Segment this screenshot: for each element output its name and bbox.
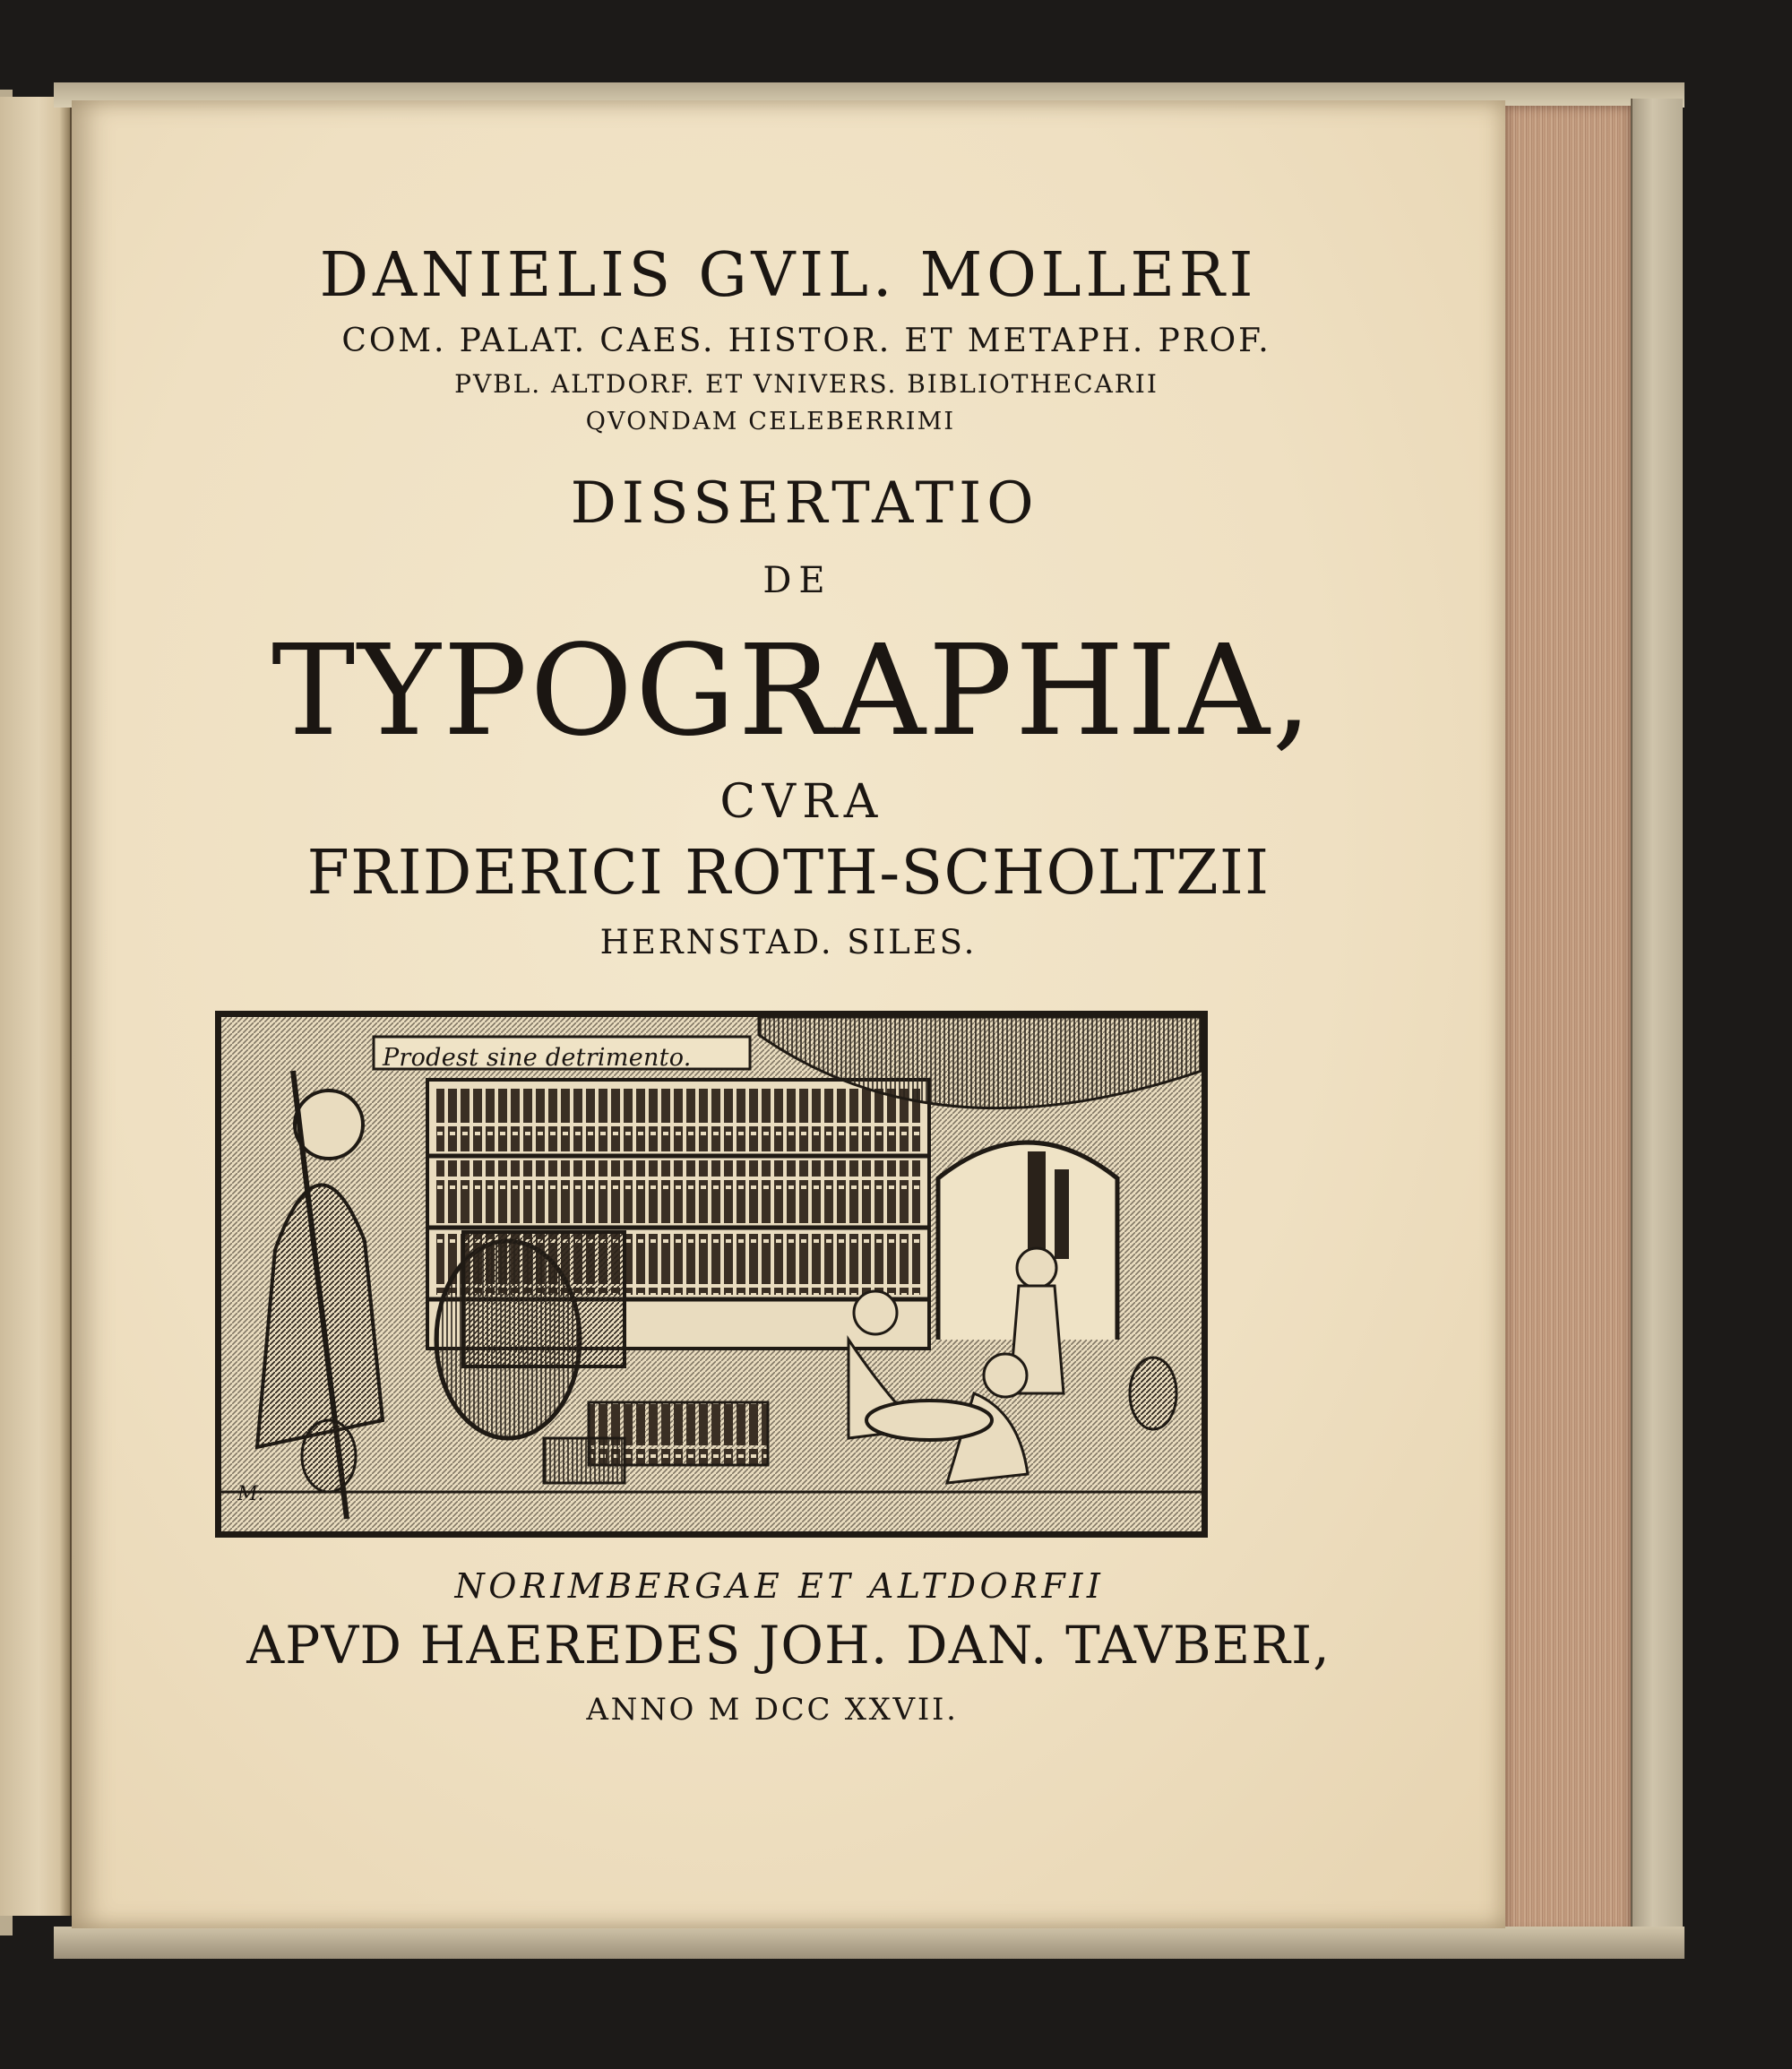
woodcut-motto: Prodest sine detrimento.	[383, 1044, 692, 1072]
title-preposition: DE	[762, 560, 832, 601]
work-type: DISSERTATIO	[570, 470, 1039, 537]
work-subject: TYPOGRAPHIA,	[271, 618, 1314, 764]
woodcut-engraving	[221, 1017, 1202, 1531]
facing-page-edge	[0, 97, 72, 1916]
editor-origin: HERNSTAD. SILES.	[599, 923, 978, 961]
author-title-line-3: QVONDAM CELEBERRIMI	[585, 408, 956, 435]
author-name: DANIELIS GVIL. MOLLERI	[319, 240, 1258, 311]
editor-name: FRIDERICI ROTH-SCHOLTZII	[306, 838, 1271, 909]
imprint-year: ANNO M DCC XXVII.	[586, 1692, 959, 1728]
imprint-place: NORIMBERGAE ET ALTDORFII	[454, 1566, 1105, 1606]
woodcut-illustration	[215, 1011, 1208, 1538]
woodcut-monogram: M.	[237, 1483, 264, 1505]
page-fore-edge	[1505, 106, 1631, 1934]
imprint-printer: APVD HAEREDES JOH. DAN. TAVBERI,	[246, 1615, 1331, 1676]
author-title-line-2: PVBL. ALTDORF. ET VNIVERS. BIBLIOTHECARII	[454, 369, 1159, 399]
rear-cover-board	[1631, 99, 1683, 1953]
cura-label: CVRA	[719, 775, 884, 829]
author-title-line-1: COM. PALAT. CAES. HISTOR. ET METAPH. PROF.	[341, 323, 1271, 359]
bottom-cover-edge	[54, 1927, 1684, 1959]
